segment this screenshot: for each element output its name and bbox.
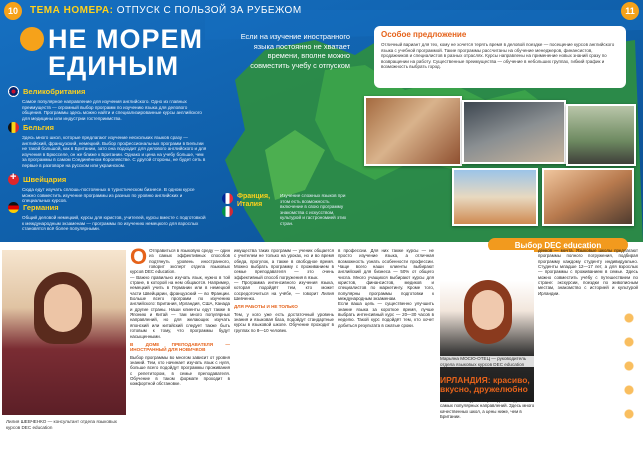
italy-label: Италия xyxy=(237,201,263,208)
topic-title: ОТПУСК С ПОЛЬЗОЙ ЗА РУБЕЖОМ xyxy=(116,5,302,16)
country-text: Здесь много школ, которые предлагают изучение нескольких языков сразу — английский, французский, немецкий. Выбор профессиональных программ в Бельгии не такой большой, как в Британии, зато она подходит для делового английского и для изучения в Брюсселе, он же ближе к Британии. Однако и цена на учебу больше, чем за программы в самом Соединённом Королевстве. С другой стороны, не будет сеть в первые в разговоре на русском или украинском. xyxy=(22,135,207,168)
france-italy-text: Изучение сложных языков при этом есть возможность включение в свою программу знакомства с искусством, культурой и гастрономией этих стран. xyxy=(280,193,347,226)
manager-caption: Марьяна МОСЮ-ОТЕЦ — руководитель отдела языковых курсов DEC education xyxy=(440,356,536,367)
photo-students xyxy=(542,168,634,226)
article-column-4 xyxy=(538,248,638,296)
special-offer-heading: Особое предложение xyxy=(381,30,467,39)
italy-flag-icon xyxy=(222,206,233,217)
country-belgium xyxy=(8,122,208,168)
country-text: Сюда едут изучать сплошь-постоянных в туристическом бизнесе. В одном курсе можно совместить изучение программы из разных по уровню английских и специальных курсов. xyxy=(22,187,195,203)
france-italy-block xyxy=(222,193,352,226)
column-text: Выбор программы во многом зависит от уровня знаний. Тем, кто начинает изучать язык с нуля, больше всего подойдут программы проживания с репетитором, в семье преподавателя. Обучение в таком формате проходит в комфортной обстановке. xyxy=(130,354,230,387)
column-lead: Отправиться в языковую среду — один из самых эффективных способов подтянуть уровень иностранного, говорит эксперт отдела языковых курсов DEC education. xyxy=(130,248,230,275)
photo-street xyxy=(566,104,636,166)
uk-flag-icon xyxy=(8,86,19,97)
page-title: НЕ МОРЕМ ЕДИНЫМ xyxy=(48,24,204,81)
special-offer-box xyxy=(374,26,626,88)
ireland-text: — Языковые курсы в Ирландии — одно из самых популярных направлений. Здесь много качественных школ, а цены ниже, чем в Британии. xyxy=(440,398,535,420)
column-quote: — Программа интенсивного изучения языка, которая подойдёт тем, кто может сосредоточиться на учёбе, — говорит Лилия Шевченко. xyxy=(234,280,334,302)
belgium-flag-icon xyxy=(8,122,19,133)
photo-group xyxy=(452,168,538,226)
france-flag-icon xyxy=(222,193,233,204)
column-subheading: ДЛЯ РАБОТЫ И НЕ ТОЛЬКО xyxy=(234,304,298,310)
country-germany xyxy=(8,202,208,232)
country-text: Общий деловой немецкий, курсы для юристов, учителей, курсы вместе с подготовкой к международным экзаменам — программы по изучению немецкого для взрослых становятся всё более популярными. xyxy=(22,215,206,231)
article-column-1 xyxy=(130,244,230,387)
column-text: денков — мечта. Языковые школы предлагают программы полного погружения, подбирая программу каждому студенту индивидуально. Студенты младше 12—17 лет, а для взрослых — программы с проживанием в семье. Здесь можно совместить учёбу с путешествием по стране: экскурсии, поездки по живописным местам, знакомство с историей и культурой Ирландии. xyxy=(538,248,638,296)
article-column-2 xyxy=(234,248,334,333)
page-header xyxy=(0,0,643,22)
column-text: имущества таких программ — ученик общается с учителем не только на уроках, но и во время обеда, прогулок, а также в свободное время. Можно выбрать программу с проживанием в семье преподавателя — это очень эффективный способ погружения в язык. xyxy=(234,248,334,280)
country-name: Бельгия xyxy=(23,123,55,132)
topic-prefix: ТЕМА НОМЕРА: xyxy=(30,5,114,16)
france-label: Франция, xyxy=(237,193,271,200)
photo-meeting xyxy=(462,100,566,164)
photo-classroom xyxy=(364,96,462,166)
ireland-heading: ИРЛАНДИЯ: красиво, вкусно, дружелюбно xyxy=(440,375,530,394)
country-name: Великобритания xyxy=(23,87,86,96)
column-subheading: В ДОМЕ ПРЕПОДАВАТЕЛЯ — ИНОСТРАННЫЙ ДЛЯ НОВИЧКОВ xyxy=(130,341,230,353)
page-number-right: 11 xyxy=(621,2,639,20)
switzerland-flag-icon xyxy=(8,174,19,185)
topic-line xyxy=(30,5,302,16)
germany-flag-icon xyxy=(8,202,19,213)
country-name: Швейцария xyxy=(23,175,67,184)
page-number-left: 10 xyxy=(4,2,22,20)
dec-education-heading: Выбор DEC education xyxy=(488,238,628,252)
article-column-3 xyxy=(338,248,434,328)
decorative-ornament xyxy=(617,306,641,426)
sun-icon xyxy=(20,27,44,51)
column-text: Если ваша цель — существенно улучшить знание языка за короткое время, лучше выбрать интенсивный курс — 20—30 часов в неделю. Такой курс подойдёт тем, кто хочет добиться результата в сжатые сроки. xyxy=(338,301,434,328)
dropcap: О xyxy=(130,244,148,269)
column-text: Тем, у кого уже есть достаточный уровень знания и языковая база, подойдут стандартные курсы в языковой школе. Обучение проходит в группах по 8—10 человек. xyxy=(234,311,334,333)
country-switzerland xyxy=(8,174,208,204)
country-text: Самое популярное направление для изучения английского. Одно из главных преимуществ — огромный выбор программ по изучению языка для делового общения. Программы здесь можно найти и специализированные курсы английского для медицины или индустрии гостеприимства. xyxy=(22,99,202,121)
country-uk xyxy=(8,86,208,121)
column-text: в профессии. Для них также курсы — не просто изучение языка, а отличная возможность узнать особенности профессии. Чаще всего наши клиенты выбирают английский для бизнеса — 50% от общего числа. Много учащихся выбирают курсы для юристов, финансистов, медиков и специалистов по маркетингу. Кроме того, популярны программы подготовки к международным экзаменам. xyxy=(338,248,434,302)
consultant-caption: Лилия ШЕВЧЕНКО — консультант отдела языковых курсов DEC education xyxy=(6,419,117,430)
special-offer-text: Отличный вариант для тех, кому не хочется терять время в деловой поездке — посещение курсов английского языка с учебной программой. Такие программы рассчитаны на обучение менеджеров, финансистов, продажников и специалистов в разных отраслях. Курсы направлены на применение новых знаний сразу по возвращении на работу. Существенные преимущества — обучение в небольших группах, гибкий график и возможность выбрать город. xyxy=(381,42,615,70)
lead-paragraph: Если на изучение иностранного языка постоянно не хватает времени, вполне можно совместить учебу с отпуском xyxy=(240,32,350,70)
country-name: Германия xyxy=(23,203,59,212)
column-text: — Важно правильно изучать язык, нужно в той стране, в которой на нем общаются. Например, немецкий учить в Германии или в немецкой части Швейцарии, французский — во Франции. Больше всего программ по изучению английского: Британия, Ирландия, США, Канада и другие страны. Наши клиенты едут также в Японию и Китай — там много популярных направлений, но для желающих изучать японский или китайский следует также быть готовым к тому, что программы будут насыщенными. xyxy=(130,274,230,339)
consultant-photo xyxy=(2,250,126,415)
